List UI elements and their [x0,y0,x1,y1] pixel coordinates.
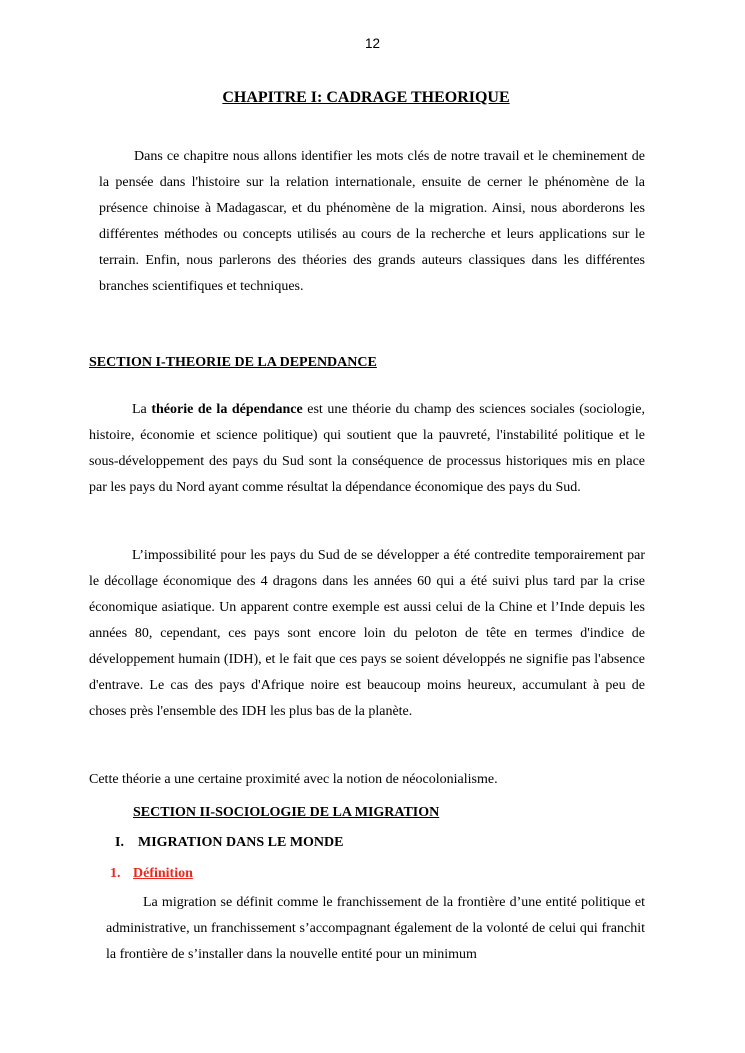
heading-numeral: I. [115,835,124,850]
dependency-theory-paragraph [89,397,645,501]
migration-definition-paragraph: La migration se définit comme le franchissement de la frontière d’une entité politique et administrative, un franchissement s’accompagnant également de la volonté de celui qui franchit la frontière de s’installer dans la nouvelle entité pour un minimum [106,895,645,962]
heading-text: Définition [133,866,193,881]
heading-number: 1. [110,866,121,881]
intro-paragraph: Dans ce chapitre nous allons identifier les mots clés de notre travail et le cheminement de la pensée dans l'histoire sur la relation internationale, ensuite de cerner le phénomène de la présence chinoise à Madagascar, et du phénomène de la migration. Ainsi, nous aborderons les différentes méthodes ou concepts utilisés au cours de la recherche et leurs applications sur le terrain. Enfin, nous parlerons des théories des grands auteurs classiques dans les différentes branches scientifiques et techniques. [99,149,645,294]
paragraph-lead: La [132,402,152,417]
development-paragraph: L’impossibilité pour les pays du Sud de se développer a été contredite temporairement par le décollage économique des 4 dragons dans les années 60 qui a été suivi plus tard par la crise économique asiatique. Un apparent contre exemple est aussi celui de la Chine et l’Inde depuis les années 80, cependant, ces pays sont encore loin du peloton de tête en termes d'indice de développement humain (IDH), et le fait que ces pays se soient développés ne signifie pas l'absence d'entrave. Le cas des pays d'Afrique noire est beaucoup moins heureux, accumulant à peu de choses près l'ensemble des IDH les plus bas de la planète. [89,548,645,719]
heading-migration-world [115,835,343,851]
paragraph-rest: est une théorie du champ des sciences sociales (sociologie, histoire, économie et science politique) qui soutient que la pauvreté, l'instabilité politique et le sous-développement des pays du Sud sont la conséquence de processus historiques mis en place par les pays du Nord ayant comme résultat la dépendance économique des pays du Sud. [89,402,646,495]
section-1-title: SECTION I-THEORIE DE LA DEPENDANCE [89,355,377,370]
section-2-title: SECTION II-SOCIOLOGIE DE LA MIGRATION [133,805,440,820]
heading-text: MIGRATION DANS LE MONDE [138,835,344,850]
bold-term: théorie de la dépendance [151,402,303,417]
heading-definition [110,866,193,882]
chapter-title: CHAPITRE I: CADRAGE THEORIQUE [222,89,510,106]
page-number: 12 [364,36,381,51]
neocolonialism-paragraph: Cette théorie a une certaine proximité avec la notion de néocolonialisme. [89,772,498,787]
